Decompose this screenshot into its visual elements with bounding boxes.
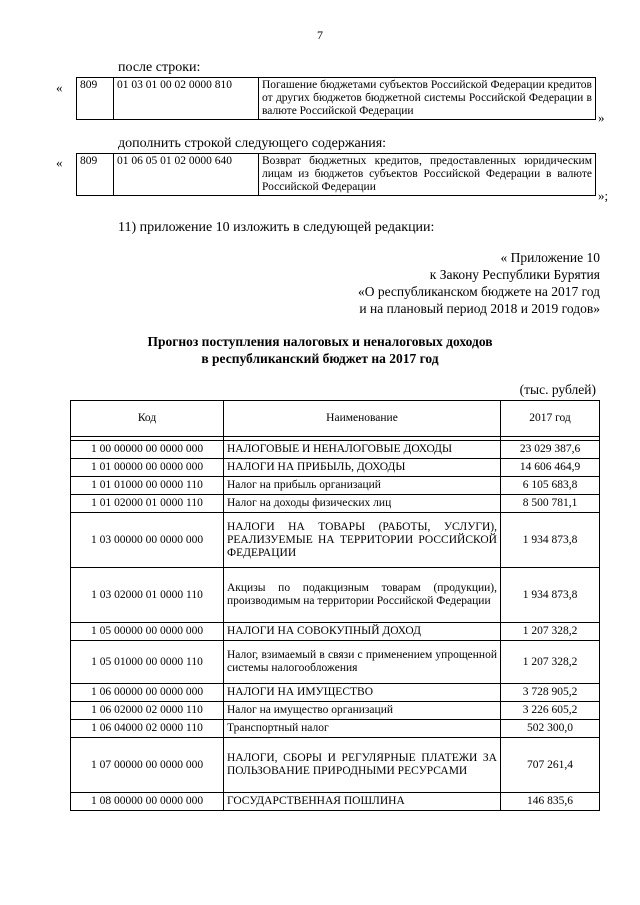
row-name: ГОСУДАРСТВЕННАЯ ПОШЛИНА: [224, 793, 501, 811]
table-row: [71, 738, 600, 793]
table-row: [71, 568, 600, 623]
open-quote: «: [56, 80, 63, 95]
row-code: 1 07 00000 00 0000 000: [71, 738, 224, 793]
close-quote-2: »;: [598, 188, 609, 203]
row-name: Налог, взимаемый в связи с применением упрощенной системы налогообложения: [224, 641, 501, 684]
table-row: [71, 477, 600, 495]
insert-row-2: [76, 153, 596, 196]
table-row: [71, 641, 600, 684]
row-value: 1 207 328,2: [501, 623, 600, 641]
row-name: НАЛОГИ НА ИМУЩЕСТВО: [224, 684, 501, 702]
row-code: 1 06 00000 00 0000 000: [71, 684, 224, 702]
row-value: 1 934 873,8: [501, 513, 600, 568]
row-name: Налог на имущество организаций: [224, 702, 501, 720]
revenue-table: [70, 400, 600, 811]
row-name: НАЛОГИ НА СОВОКУПНЫЙ ДОХОД: [224, 623, 501, 641]
header-name: Наименование: [224, 401, 501, 437]
ins1-text: Погашение бюджетами субъектов Российской Федерации кредитов от других бюджетов бюджетной системы Российской Федерации в валюте Российской Федерации: [259, 78, 596, 120]
row-name: НАЛОГИ НА ПРИБЫЛЬ, ДОХОДЫ: [224, 459, 501, 477]
row-code: 1 01 01000 00 0000 110: [71, 477, 224, 495]
row-value: 6 105 683,8: [501, 477, 600, 495]
row-value: 1 934 873,8: [501, 568, 600, 623]
row-value: 8 500 781,1: [501, 495, 600, 513]
row-value: 707 261,4: [501, 738, 600, 793]
appendix-line-2: к Закону Республики Бурятия: [429, 267, 600, 282]
row-value: 3 728 905,2: [501, 684, 600, 702]
row-name: Налог на доходы физических лиц: [224, 495, 501, 513]
table-row: [71, 623, 600, 641]
row-code: 1 05 01000 00 0000 110: [71, 641, 224, 684]
table-row: [71, 793, 600, 811]
page-number: 7: [317, 28, 323, 42]
row-code: 1 06 02000 02 0000 110: [71, 702, 224, 720]
document-title: [0, 333, 640, 367]
table-header-row: [71, 401, 600, 437]
row-code: 1 03 00000 00 0000 000: [71, 513, 224, 568]
header-code: Код: [71, 401, 224, 437]
row-code: 1 00 00000 00 0000 000: [71, 441, 224, 459]
row-name: НАЛОГИ, СБОРЫ И РЕГУЛЯРНЫЕ ПЛАТЕЖИ ЗА ПОЛЬЗОВАНИЕ ПРИРОДНЫМИ РЕСУРСАМИ: [224, 738, 501, 793]
table-row: [71, 720, 600, 738]
after-line-text: после строки:: [118, 60, 201, 75]
row-value: 3 226 605,2: [501, 702, 600, 720]
title-line-2: в республиканский бюджет на 2017 год: [201, 351, 439, 366]
ins2-kbk: 01 06 05 01 02 0000 640: [114, 154, 259, 196]
row-code: 1 08 00000 00 0000 000: [71, 793, 224, 811]
appendix-line-3: «О республиканском бюджете на 2017 год: [357, 284, 600, 299]
insert-row-1: [76, 77, 596, 120]
row-name: Транспортный налог: [224, 720, 501, 738]
row-code: 1 06 04000 02 0000 110: [71, 720, 224, 738]
header-year: 2017 год: [501, 401, 600, 437]
ins2-text: Возврат бюджетных кредитов, предоставленных юридическим лицам из бюджетов субъектов Российской Федерации в валюте Российской Федерации: [259, 154, 596, 196]
row-value: 1 207 328,2: [501, 641, 600, 684]
row-code: 1 01 00000 00 0000 000: [71, 459, 224, 477]
table-row: [71, 441, 600, 459]
table-row: [71, 702, 600, 720]
ins1-kbk: 01 03 01 00 02 0000 810: [114, 78, 259, 120]
row-value: 502 300,0: [501, 720, 600, 738]
item-11-text: 11) приложение 10 изложить в следующей редакции:: [118, 220, 435, 235]
row-code: 1 01 02000 01 0000 110: [71, 495, 224, 513]
close-quote: »: [598, 110, 605, 125]
row-value: 14 606 464,9: [501, 459, 600, 477]
add-line-text: дополнить строкой следующего содержания:: [118, 136, 387, 151]
table-row: [71, 684, 600, 702]
unit-label: (тыс. рублей): [519, 382, 596, 397]
open-quote-2: «: [56, 155, 63, 170]
row-value: 146 835,6: [501, 793, 600, 811]
appendix-line-4: и на плановый период 2018 и 2019 годов»: [359, 301, 600, 316]
row-name: НАЛОГОВЫЕ И НЕНАЛОГОВЫЕ ДОХОДЫ: [224, 441, 501, 459]
table-row: [71, 459, 600, 477]
appendix-header: [358, 249, 600, 317]
row-name: НАЛОГИ НА ТОВАРЫ (РАБОТЫ, УСЛУГИ), РЕАЛИЗУЕМЫЕ НА ТЕРРИТОРИИ РОССИЙСКОЙ ФЕДЕРАЦИИ: [224, 513, 501, 568]
row-name: Налог на прибыль организаций: [224, 477, 501, 495]
row-name: Акцизы по подакцизным товарам (продукции), производимым на территории Российской Федерации: [224, 568, 501, 623]
row-code: 1 05 00000 00 0000 000: [71, 623, 224, 641]
row-code: 1 03 02000 01 0000 110: [71, 568, 224, 623]
table-row: [71, 513, 600, 568]
table-row: [71, 495, 600, 513]
appendix-line-1: « Приложение 10: [500, 250, 600, 265]
ins2-code: 809: [77, 154, 114, 196]
ins1-code: 809: [77, 78, 114, 120]
title-line-1: Прогноз поступления налоговых и неналоговых доходов: [147, 334, 493, 349]
row-value: 23 029 387,6: [501, 441, 600, 459]
